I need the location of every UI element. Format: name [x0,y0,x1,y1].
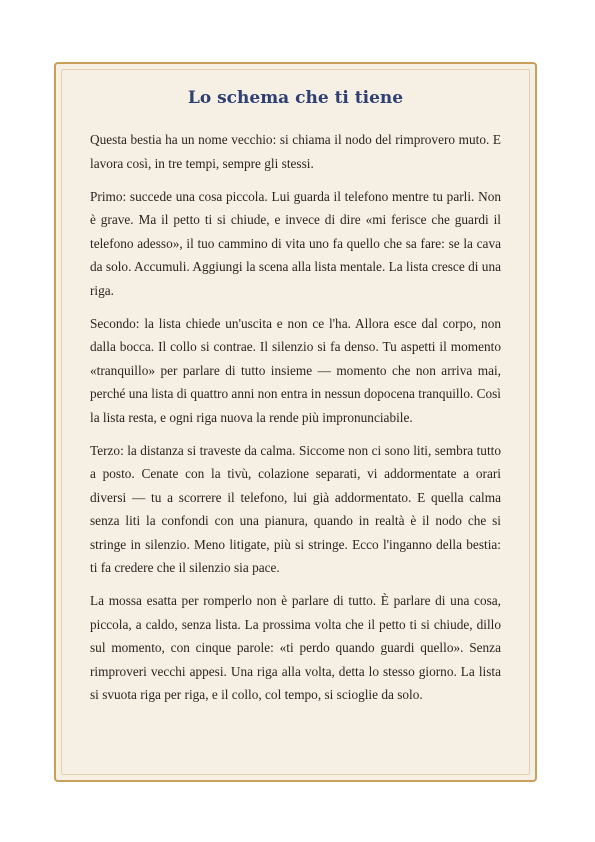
paragraph-first-step: Primo: succede una cosa piccola. Lui guarda il telefono mentre tu parli. Non è grave. Ma il petto ti si chiude, e invece di dire «mi ferisce che guardi il telefono adesso», il tuo cammino di vita uno fa quello che sa fare: se la cava da solo. Accumuli. Aggiungi la scena alla lista mentale. La lista cresce di una riga. [90,188,501,298]
paragraph-intro: Questa bestia ha un nome vecchio: si chiama il nodo del rimprovero muto. E lavora così, in tre tempi, sempre gli stessi. [90,132,501,171]
paragraph-second-step: Secondo: la lista chiede un'uscita e non ce l'ha. Allora esce dal corpo, non dalla bocca. Il collo si contrae. Il silenzio si fa denso. Tu aspetti il momento «tranquillo» per parlare di tutto insieme — momento che non arriva mai, perché una lista di quattro anni non entra in nessun dopocena tranquillo. Così la lista resta, e ogni riga nuova la rende più impronunciabile. [90,315,501,425]
document-body [90,84,501,716]
document-card [54,62,537,782]
page-title: Lo schema che ti tiene [187,88,404,108]
paragraph-solution: La mossa esatta per romperlo non è parlare di tutto. È parlare di una cosa, piccola, a caldo, senza lista. La prossima volta che il petto ti si chiude, dillo sul momento, con cinque parole: «ti perdo quando guardi quello». Senza rimproveri vecchi appesi. Una riga alla volta, detta lo stesso giorno. La lista si svuota riga per riga, e il collo, col tempo, si scioglie da solo. [90,593,501,702]
paragraph-third-step: Terzo: la distanza si traveste da calma. Siccome non ci sono liti, sembra tutto a posto. Cenate con la tivù, colazione separati, vi addormentate a orari diversi — tu a scorrere il telefono, lui già addormentato. E quella calma senza liti la confondi con una pianura, quando in realtà è il nodo che si stringe in silenzio. Meno litigate, più si stringe. Ecco l'inganno della bestia: ti fa credere che il silenzio sia pace. [90,442,501,575]
